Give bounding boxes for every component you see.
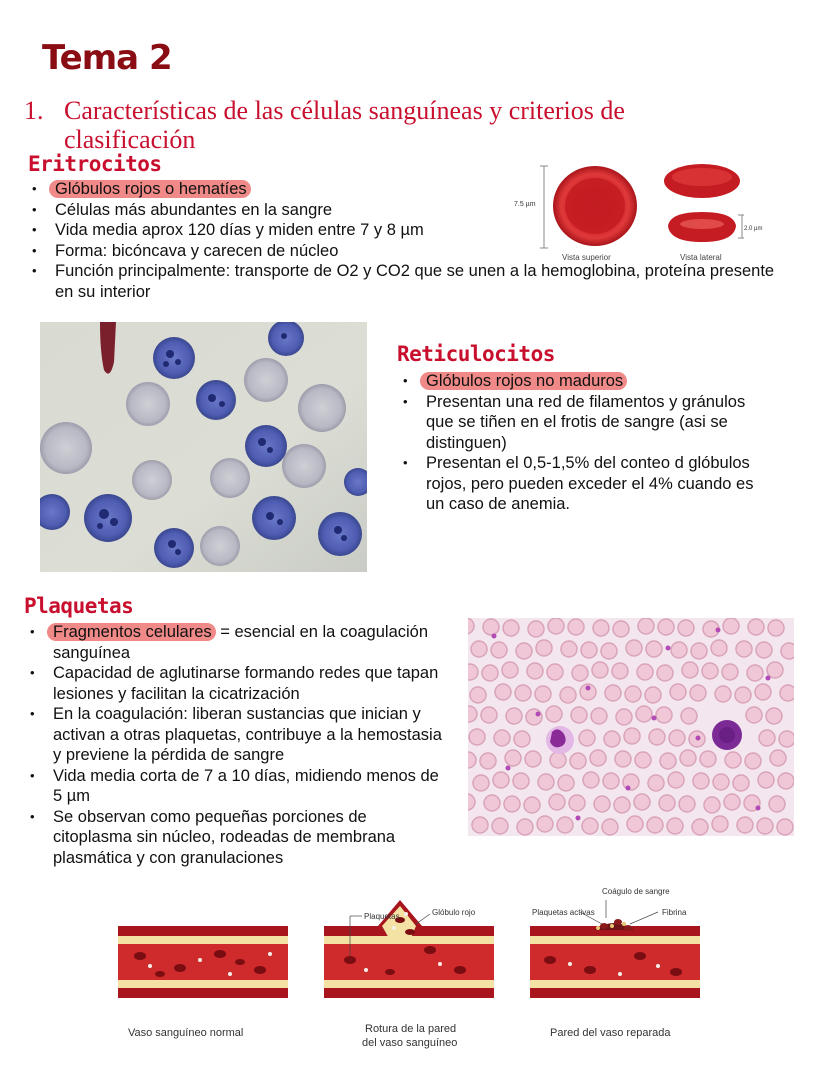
red-blood-cell <box>468 706 477 722</box>
plaquetas-heading: Plaquetas <box>24 594 134 618</box>
red-blood-cell <box>647 817 663 833</box>
list-item <box>397 371 757 392</box>
red-blood-cell <box>515 685 531 701</box>
red-blood-cell <box>590 750 606 766</box>
plaquetas-list <box>24 622 449 868</box>
red-blood-cell <box>660 753 676 769</box>
red-blood-cell <box>560 687 576 703</box>
red-blood-cell <box>680 750 696 766</box>
red-blood-cell <box>724 794 740 810</box>
list-item: • Forma: bicóncava y carecen de núcleo <box>26 241 786 262</box>
red-blood-cell <box>549 794 565 810</box>
red-blood-cell <box>514 731 530 747</box>
red-blood-cell <box>711 640 727 656</box>
red-blood-cell <box>713 774 729 790</box>
red-blood-cell <box>745 753 761 769</box>
highlight: Glóbulos rojos o hematíes <box>49 180 251 198</box>
red-blood-cell <box>604 731 620 747</box>
highlight: Fragmentos celulares <box>47 623 216 641</box>
caption-pared-reparada: Pared del vaso reparada <box>550 1027 671 1039</box>
red-blood-cell <box>495 684 511 700</box>
red-blood-cell <box>524 797 540 813</box>
red-blood-cell <box>623 774 639 790</box>
list-item: • Vida media corta de 7 a 10 días, midiendo menos de 5 µm <box>24 766 449 807</box>
red-blood-cell <box>757 818 773 834</box>
list-item: • En la coagulación: liberan sustancias que inician y activan a otras plaquetas, contribuye a la hemostasia y previene la pérdida de sangre <box>24 704 449 766</box>
red-blood-cell <box>483 619 499 635</box>
red-blood-cell <box>627 816 643 832</box>
red-blood-cell <box>558 775 574 791</box>
red-blood-cell <box>667 818 683 834</box>
red-blood-cell <box>470 687 486 703</box>
red-blood-cell <box>528 621 544 637</box>
red-blood-cell <box>471 641 487 657</box>
red-blood-cell <box>691 643 707 659</box>
red-blood-cell <box>715 686 731 702</box>
red-blood-cell <box>682 662 698 678</box>
red-blood-cell <box>569 795 585 811</box>
erythrocyte-illustration <box>510 160 770 264</box>
red-blood-cell <box>492 818 508 834</box>
red-blood-cell <box>614 797 630 813</box>
red-blood-cell <box>527 663 543 679</box>
red-blood-cell <box>493 772 509 788</box>
red-blood-cell <box>668 772 684 788</box>
list-item: • Función principalmente: transporte de O2 y CO2 que se unen a la hemoglobina, proteína presente en su interior <box>26 261 786 302</box>
red-blood-cell <box>547 664 563 680</box>
red-blood-cell <box>648 775 664 791</box>
red-blood-cell <box>659 795 675 811</box>
red-blood-cell <box>579 730 595 746</box>
list-item: • Células más abundantes en la sangre <box>26 200 786 221</box>
red-blood-cell <box>494 730 510 746</box>
red-blood-cell <box>779 731 794 747</box>
red-blood-cell <box>582 818 598 834</box>
red-blood-cell <box>525 751 541 767</box>
red-blood-cell <box>768 620 784 636</box>
red-blood-cell <box>548 618 564 634</box>
vessel-diagram <box>110 880 730 1060</box>
red-blood-cell <box>748 619 764 635</box>
caption-vaso-normal: Vaso sanguíneo normal <box>128 1027 244 1039</box>
red-blood-cell <box>593 620 609 636</box>
red-blood-cell <box>700 751 716 767</box>
list-item: • Vida media aprox 120 días y miden entre 7 y 8 µm <box>26 220 786 241</box>
red-blood-cell <box>594 796 610 812</box>
red-blood-cell <box>656 707 672 723</box>
red-blood-cell <box>670 684 686 700</box>
red-blood-cell <box>737 817 753 833</box>
red-blood-cell <box>538 774 554 790</box>
highlight: Glóbulos rojos no maduros <box>420 372 627 390</box>
red-blood-cell <box>561 641 577 657</box>
red-blood-cell <box>605 685 621 701</box>
red-blood-cell <box>601 643 617 659</box>
red-blood-cell <box>657 665 673 681</box>
caption-rotura-line1: Rotura de la pared <box>365 1023 457 1035</box>
caption-rotura-line2: del vaso sanguíneo <box>362 1037 458 1049</box>
red-blood-cell <box>536 640 552 656</box>
list-item: • Presentan el 0,5-1,5% del conteo d glóbulos rojos, pero pueden exceder el 4% cuando es un caso de anemia. <box>397 453 757 515</box>
blood-smear-micrograph <box>468 618 794 836</box>
red-blood-cell <box>781 643 794 659</box>
red-blood-cell <box>613 621 629 637</box>
red-blood-cell <box>767 662 783 678</box>
red-blood-cell <box>473 775 489 791</box>
red-blood-cell <box>636 706 652 722</box>
page-title: Tema 2 <box>42 38 172 78</box>
red-blood-cell <box>723 618 739 634</box>
red-blood-cell <box>770 750 786 766</box>
label-vista-superior: Vista superior <box>562 253 611 262</box>
label-plaquetas: Plaquetas <box>364 912 400 921</box>
dim-top-label: 7.5 µm <box>514 201 536 208</box>
section-title-line1: Características de las células sanguíneas y criterios de <box>64 96 625 125</box>
red-blood-cell <box>759 730 775 746</box>
label-fibrina: Fibrina <box>662 908 687 917</box>
red-blood-cell <box>491 642 507 658</box>
red-blood-cell <box>637 664 653 680</box>
red-blood-cell <box>503 620 519 636</box>
red-blood-cell <box>649 729 665 745</box>
red-blood-cell <box>581 642 597 658</box>
reticulocyte-micrograph <box>40 322 367 572</box>
red-blood-cell <box>480 753 496 769</box>
red-blood-cell <box>747 665 763 681</box>
red-blood-cell <box>526 709 542 725</box>
label-plaquetas-activas: Plaquetas activas <box>532 908 595 917</box>
red-blood-cell <box>571 707 587 723</box>
red-blood-cell <box>626 640 642 656</box>
red-blood-cell <box>733 775 749 791</box>
red-blood-cell <box>537 816 553 832</box>
red-blood-cell <box>502 662 518 678</box>
red-blood-cell <box>634 794 650 810</box>
red-blood-cell <box>702 663 718 679</box>
red-blood-cell <box>481 707 497 723</box>
red-blood-cell <box>572 665 588 681</box>
red-blood-cell <box>550 752 566 768</box>
eritrocitos-heading: Eritrocitos <box>28 152 162 176</box>
section-number: 1. <box>24 96 44 125</box>
red-blood-cell <box>658 619 674 635</box>
red-blood-cell <box>755 684 771 700</box>
reticulocitos-list <box>397 371 757 515</box>
red-blood-cell <box>690 685 706 701</box>
red-blood-cell <box>646 641 662 657</box>
vessel-normal <box>118 926 288 998</box>
red-blood-cell <box>679 796 695 812</box>
red-blood-cell <box>746 707 762 723</box>
red-blood-cell <box>645 687 661 703</box>
red-blood-cell <box>568 619 584 635</box>
label-globulo-rojo: Glóbulo rojo <box>432 908 476 917</box>
red-blood-cell <box>769 796 785 812</box>
red-blood-cell <box>669 730 685 746</box>
red-blood-cell <box>635 752 651 768</box>
red-blood-cell <box>681 708 697 724</box>
red-blood-cell <box>758 772 774 788</box>
red-blood-cell <box>469 729 485 745</box>
red-blood-cell <box>615 751 631 767</box>
red-blood-cell <box>692 819 708 835</box>
red-blood-cell <box>693 773 709 789</box>
red-blood-cell <box>612 663 628 679</box>
reticulocitos-heading: Reticulocitos <box>397 342 555 366</box>
red-blood-cell <box>472 817 488 833</box>
list-item: • Presentan una red de filamentos y gránulos que se tiñen en el frotis de sangre (asi se distinguen) <box>397 392 757 454</box>
red-blood-cell <box>766 708 782 724</box>
red-blood-cell <box>591 708 607 724</box>
red-blood-cell <box>570 753 586 769</box>
red-blood-cell <box>725 752 741 768</box>
red-blood-cell <box>546 706 562 722</box>
red-blood-cell <box>616 709 632 725</box>
red-blood-cell <box>557 817 573 833</box>
red-blood-cell <box>704 797 720 813</box>
red-blood-cell <box>484 795 500 811</box>
section-title-line2: clasificación <box>64 125 196 154</box>
red-blood-cell <box>602 819 618 835</box>
red-blood-cell <box>671 642 687 658</box>
list-item: • Se observan como pequeñas porciones de citoplasma sin núcleo, rodeadas de membrana plasmática y con granulaciones <box>24 807 449 869</box>
red-blood-cell <box>736 641 752 657</box>
red-blood-cell <box>624 728 640 744</box>
red-blood-cell <box>592 662 608 678</box>
red-blood-cell <box>625 686 641 702</box>
red-blood-cell <box>468 664 478 680</box>
red-blood-cell <box>756 642 772 658</box>
red-blood-cell <box>506 708 522 724</box>
red-blood-cell <box>517 819 533 835</box>
red-blood-cell <box>535 686 551 702</box>
red-blood-cell <box>780 685 794 701</box>
red-blood-cell <box>482 665 498 681</box>
red-blood-cell <box>735 687 751 703</box>
label-vista-lateral: Vista lateral <box>680 253 722 262</box>
red-blood-cell <box>583 772 599 788</box>
section-heading <box>24 96 784 154</box>
list-item: • Capacidad de aglutinarse formando redes que tapan lesiones y facilitan la cicatrización <box>24 663 449 704</box>
red-blood-cell <box>513 773 529 789</box>
red-blood-cell <box>505 750 521 766</box>
red-blood-cell <box>712 816 728 832</box>
red-blood-cell <box>722 664 738 680</box>
red-blood-cell <box>777 819 793 835</box>
red-blood-cell <box>778 773 794 789</box>
red-blood-cell <box>678 620 694 636</box>
list-item <box>24 622 449 663</box>
list-item-text: = esencial en la coagulación sanguínea <box>53 623 429 662</box>
red-blood-cell <box>603 773 619 789</box>
red-blood-cell <box>504 796 520 812</box>
red-blood-cell <box>638 618 654 634</box>
label-coagulo: Coágulo de sangre <box>602 887 670 896</box>
dim-side-label: 2.0 µm <box>744 226 763 232</box>
red-blood-cell <box>516 643 532 659</box>
